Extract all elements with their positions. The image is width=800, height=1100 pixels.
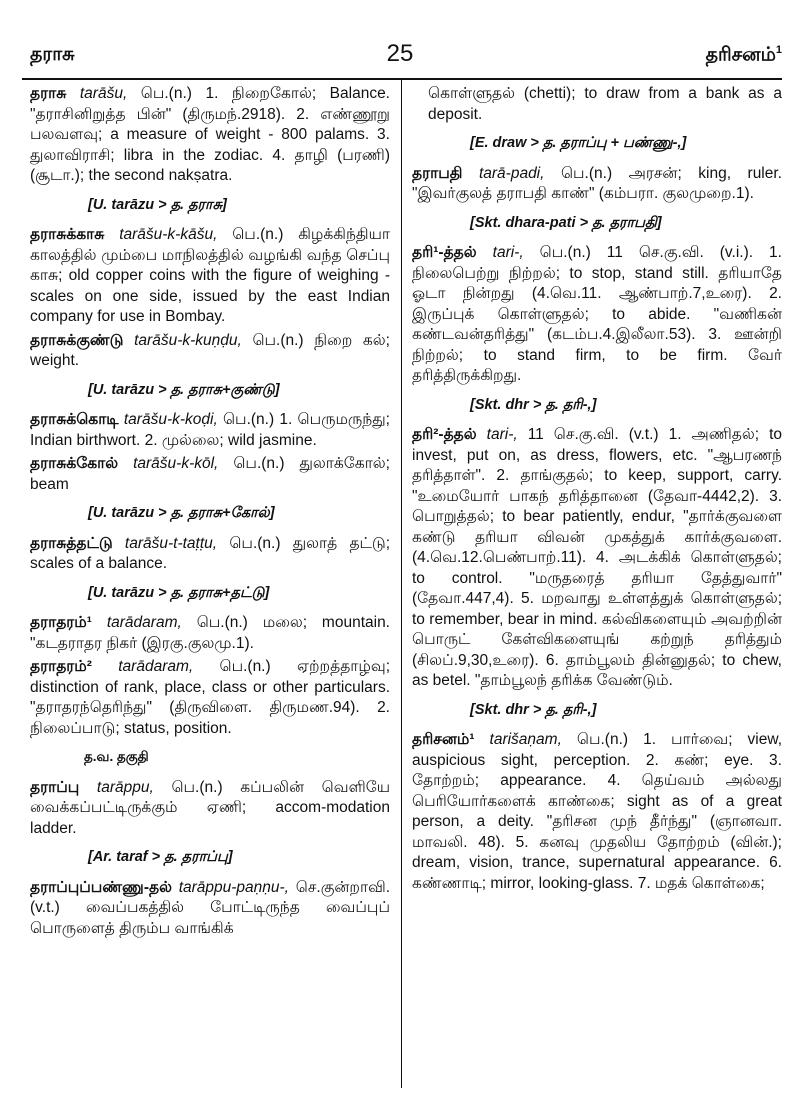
entry-headword: தராதரம்¹	[30, 614, 92, 631]
header-left-guideword: தராசு	[30, 44, 75, 65]
entry-etymology: [Skt. dhr > த. தரி-,]	[470, 396, 597, 413]
header-right-sup: 1	[775, 44, 782, 56]
dictionary-entry	[412, 243, 782, 387]
entry-etymology: [E. draw > த. தராப்பு + பண்ணு-,]	[470, 135, 687, 151]
entry-definition: பெ.(n.) அரசன்; king, ruler. "இவர்குலத் தராபதி காண்" (கம்பரா. குலமுறை.1).	[412, 164, 782, 202]
entry-transliteration: tarāppu-paṇṇu-,	[178, 878, 289, 896]
entry-definition: செ.குன்றாவி.(v.t.) வைப்பகத்தில் போட்டிருந்த வைப்புப் பொருளைத் திரும்ப வாங்கிக்	[30, 878, 391, 937]
entry-transliteration: tari-,	[492, 244, 524, 261]
left-column	[30, 84, 390, 942]
entry-definition: பெ.(n.) கப்பலின் வெளியே வைக்கப்பட்டிருக்கும் ஏணி; accom-modation ladder.	[30, 778, 390, 837]
header-right-word: தரிசனம்	[705, 44, 776, 66]
dictionary-entry	[30, 84, 390, 187]
entry-definition: பெ.(n.) மலை; mountain. "கடதராதர நிகர் (இரகு.குலமு.1).	[30, 614, 390, 652]
entry-continuation: கொள்ளுதல் (chetti); to draw from a bank as a deposit.	[428, 85, 782, 123]
right-column	[412, 84, 782, 897]
entry-etymology: [U. tarāzu > த. தராசு+தட்டு]	[88, 584, 270, 601]
entry-definition: பெ.(n.) 1. பார்வை; view, auspicious sight, perception. 2. கண்; eye. 3. தோற்றம்; appearance. 4. தெய்வம் அல்லது பெரியோர்களைக் காண்கை; sight as of a great person, a deity. "தரிசன முந் தீர்ந்து" (ஞானவா. மாவலி. 48). 5. கனவு முதலிய தோற்றம் (வின்.); dream, vision, trance, supernatural appearance. 6. கண்ணாடி; mirror, looking-glass. 7. மதக் கொள்கை;	[412, 731, 783, 892]
entry-transliteration: tarāšu-k-koḍi,	[123, 411, 218, 428]
dictionary-entry	[30, 878, 390, 940]
dictionary-entry	[412, 730, 782, 894]
dictionary-entry	[30, 454, 390, 495]
entry-headword: தராசுக்காசு	[30, 226, 105, 243]
entry-headword: தரிசனம்¹	[412, 731, 475, 748]
entry-definition: பெ.(n.) நிறை கல்; weight.	[30, 331, 390, 369]
entry-headword: தராப்பு	[30, 778, 80, 796]
header-rule	[22, 78, 782, 80]
page-header	[0, 0, 800, 92]
entry-transliteration: tarāšu-k-kōl,	[133, 455, 219, 472]
entry-etymology: [Skt. dhara-pati > த. தராபதி]	[470, 214, 662, 231]
dictionary-entry	[30, 657, 390, 739]
entry-definition: பெ.(n.) துலாத் தட்டு; scales of a balance.	[30, 534, 391, 572]
entry-definition: பெ.(n.) துலாக்கோல்; beam	[30, 455, 390, 493]
dictionary-entry	[30, 613, 390, 654]
entry-headword: தராசுக்கொடி	[30, 411, 119, 428]
header-right-guideword	[706, 44, 782, 68]
entry-definition: பெ.(n.) 1. பெருமருந்து; Indian birthwort. 2. முல்லை; wild jasmine.	[30, 411, 390, 449]
entry-etymology: [Ar. taraf > த. தராப்பு]	[88, 849, 233, 865]
entry-headword: தராப்புப்பண்ணு-தல்	[30, 878, 172, 896]
dictionary-entry	[412, 425, 782, 692]
entry-headword: தராதரம்²	[30, 658, 92, 675]
entry-headword: தராசு	[30, 85, 67, 102]
entry-etymology: [U. tarāzu > த. தராசு+கோல்]	[88, 505, 275, 521]
entry-transliteration: tarādaram,	[106, 614, 182, 631]
entry-definition: பெ.(n.) கிழக்கிந்தியா காலத்தில் மும்பை மாநிலத்தில் வழங்கி வந்த செப்பு காசு; old copper coins with the figure of weighing - scales on one side, issued by the east Indian company for use in Bombay.	[30, 226, 391, 325]
entry-etymology: [U. tarāzu > த. தராசு]	[88, 196, 227, 213]
page-number: 25	[386, 40, 414, 67]
entry-note: த.வ. தகுதி	[84, 749, 149, 764]
entry-etymology: [Skt. dhr > த. தரி-,]	[470, 701, 597, 718]
entry-definition: பெ.(n.) ஏற்றத்தாழ்வு; distinction of rank, place, class or other particulars. "தராதரந்தெரிந்து" (திருவிளை. திருமண.94). 2. நிலைப்பாடு; status, position.	[30, 658, 391, 737]
entry-headword: தரி²-த்தல்	[412, 426, 477, 443]
entry-etymology: [U. tarāzu > த. தராசு+குண்டு]	[88, 381, 280, 398]
entry-definition: பெ.(n.) 11 செ.கு.வி. (v.i.). 1. நிலைபெற்று நிற்றல்; to stop, stand still. தரியாதே ஓடா நின்றது (4.வெ.11. ஆண்பாற்.7,உரை). 2. இருப்புக் கொள்ளுதல்; to abide. "வணிகன் கண்டவன்தரித்து" (கடம்ப.4.இலீலா.53). 3. ஊன்றி நிற்றல்; to stand firm, to be firm. வேர் தரித்திருக்கிறது.	[412, 244, 782, 384]
entry-transliteration: tari-,	[486, 426, 518, 443]
entry-headword: தராசுத்தட்டு	[30, 534, 113, 552]
dictionary-entry	[30, 331, 390, 372]
entry-definition: 11 செ.கு.வி. (v.t.) 1. அணிதல்; to invest, put on, as dress, flowers, etc. "ஆபரணந் தரித்தாள்". 2. தாங்குதல்; to keep, support, carry. "உமையோர் பாகந் தரித்தானை (தேவா-4442,2). 3. பொறுத்தல்; to bear patiently, endur, "தார்க்குவளை கண்டு தரியா விவன் முகத்துக் கார்க்குவளை. (4.வெ.12.பெண்பாற்.11). 4. அடக்கிக் கொள்ளுதல்; to control. "மருதரைத் தரியா தேத்துவார்" (தேவா.447,4). 5. மறவாது உள்ளத்துக் கொள்ளுதல்; to remember, bear in mind. கல்விகளையும் அவற்றின் பொருட் கேள்விகளையுங் கற்றுந் தரித்தும் (சிலப்.9,30,உரை). 6. தாம்பூலம் தின்னுதல்; to chew, as betel. "தாம்பூலந் தரிக்க வேண்டும்.	[412, 426, 783, 689]
entry-transliteration: tarāšu-k-kāšu,	[119, 226, 218, 243]
entry-transliteration: tarādaram,	[118, 658, 194, 675]
entry-headword: தராசுக்குண்டு	[30, 331, 124, 349]
entry-transliteration: tarā-padi,	[478, 164, 545, 182]
entry-transliteration: tarāšu,	[79, 85, 128, 102]
dictionary-entry	[412, 164, 782, 205]
column-divider	[401, 80, 402, 1088]
entry-transliteration: tarāppu,	[96, 778, 154, 796]
entry-definition: பெ.(n.) 1. நிறைகோல்; Balance. "தராசினிறுத்த பின்" (திருமந்.2918). 2. எண்ணூறு பலவளவு; a measure of weight - 800 palams. 3. துலாவிராசி; libra in the zodiac. 4. தாழி (பரணி) (சூடா.); the second nakṣatra.	[30, 85, 390, 184]
entry-headword: தரி¹-த்தல்	[412, 244, 477, 261]
entry-headword: தராபதி	[412, 164, 463, 182]
dictionary-entry	[30, 778, 390, 840]
dictionary-entry	[30, 534, 390, 575]
entry-transliteration: tarāšu-t-taṭṭu,	[124, 534, 218, 552]
entry-transliteration: tarišaṇam,	[489, 731, 562, 748]
entry-transliteration: tarāšu-k-kuṇḍu,	[134, 331, 242, 349]
entry-headword: தராசுக்கோல்	[30, 455, 119, 472]
dictionary-entry	[30, 225, 390, 328]
dictionary-entry	[30, 410, 390, 451]
